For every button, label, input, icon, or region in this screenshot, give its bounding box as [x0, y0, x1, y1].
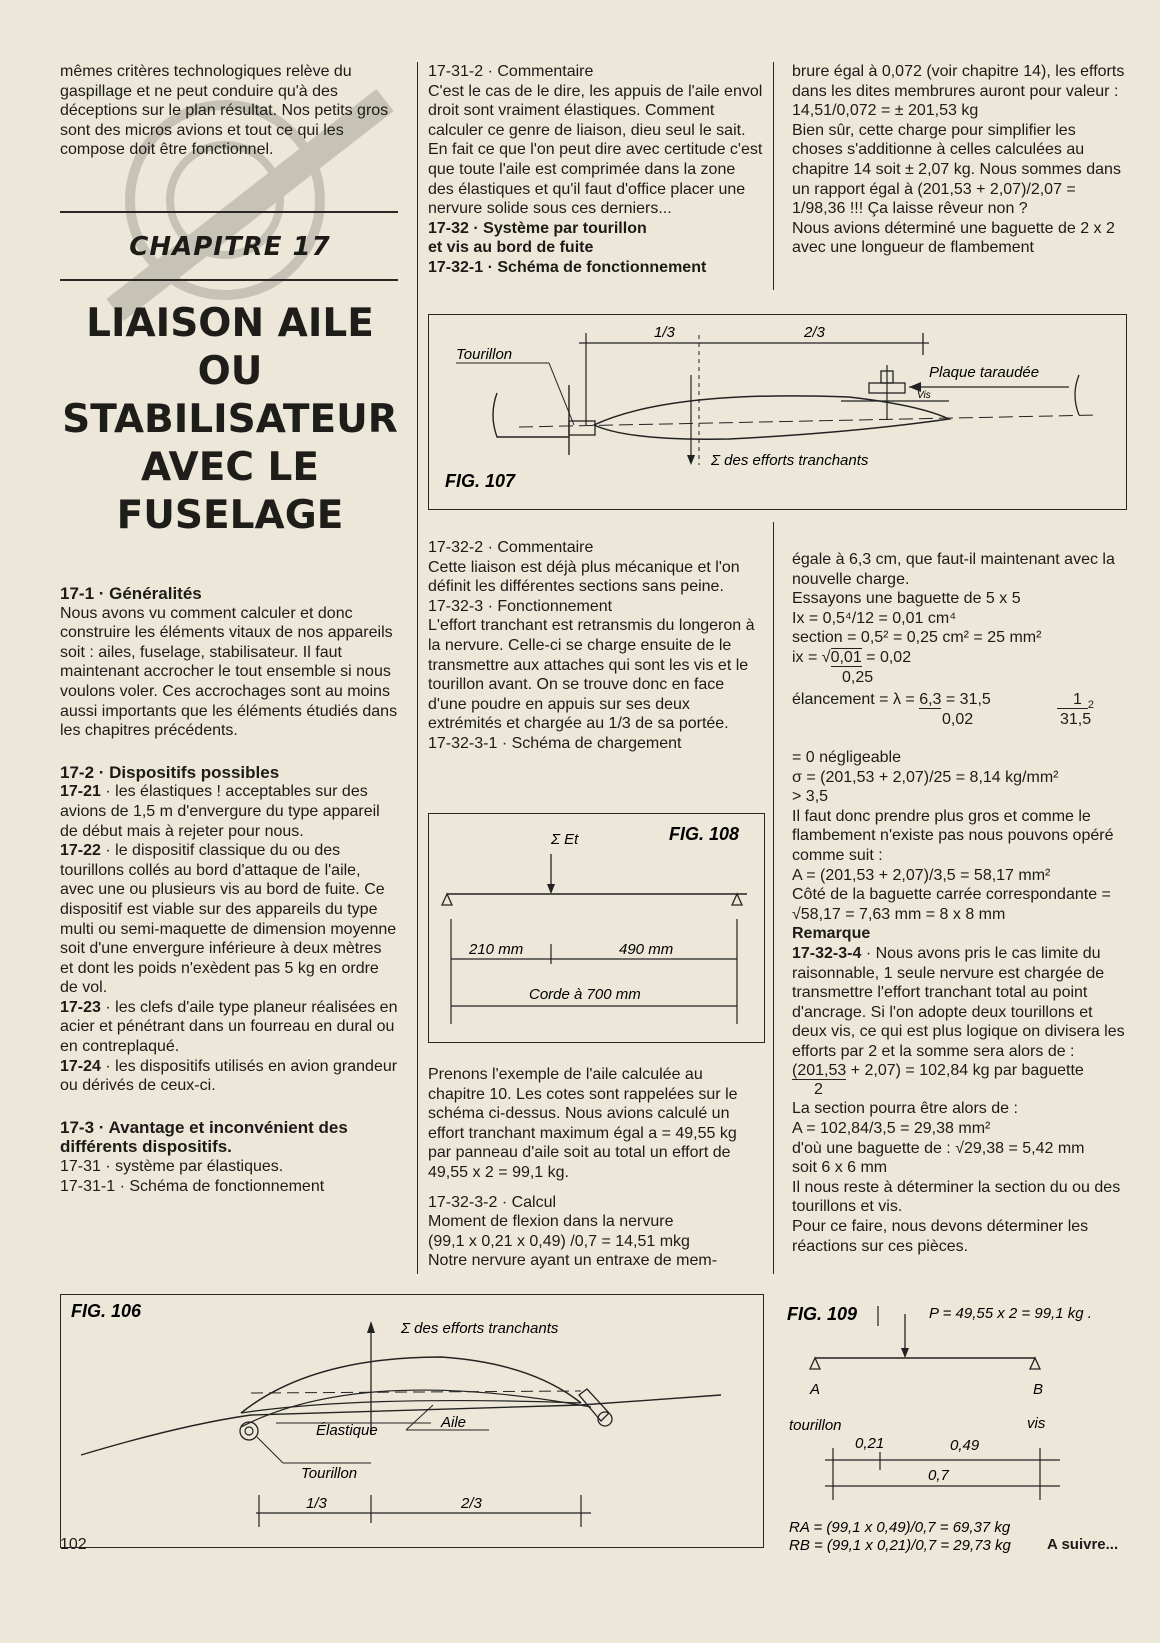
formula-gt: > 3,5 [792, 788, 829, 806]
heading-17-31-2: 17-31-2 · Commentaire [428, 63, 594, 80]
formula-par-baguette: (201,53 + 2,07) = 102,84 kg par baguette 2 [792, 1062, 1084, 1099]
heading-17-32-3-1: 17-32-3-1 · Schéma de chargement [428, 734, 682, 752]
title-line-2: OU [197, 349, 263, 394]
fig107-tourillon-label: Tourillon [456, 346, 513, 363]
text-17-31-2: C'est le cas de le dire, les appuis de l'aile envol droit sont vraiment élastiques. Comment calculer ce genre de liaison, dieu seul le sait. En fait ce que l'on peut dire avec certitude c'est que toute l'aile est comprimée dans la zone des élastiques et qu'il faut d'office placer une nervure solide sous ces derniers... [428, 82, 763, 218]
fig106-third: 1/3 [306, 1495, 327, 1512]
formula-moment: (99,1 x 0,21 x 0,49) /0,7 = 14,51 mkg [428, 1232, 690, 1250]
formula-sigma: σ = (201,53 + 2,07)/25 = 8,14 kg/mm² [792, 768, 1059, 786]
figure-108 [428, 813, 765, 1043]
formula-baguette: d'où une baguette de : √29,38 = 5,42 mm [792, 1139, 1085, 1157]
column-3-top [792, 62, 1130, 258]
fig107-twothird: 2/3 [804, 324, 825, 341]
column-divider-left-lower [417, 314, 418, 1274]
text-17-32-2: Cette liaison est déjà plus mécanique et l'on définit les différentes sections sans peine. [428, 558, 740, 596]
paragraph-17-22: 17-22 · le dispositif classique du ou des tourillons collés au bord d'attaque de l'aile, avec une ou plusieurs vis au bord de fuite. Ce dispositif est viable sur des appareils du type multi ou semi-maquette de dimension moyenne soit d'une envergure inférieure à deux mètres et dont les poids n'exèdent pas 5 kg en ordre de vol. [60, 842, 397, 997]
fig108-dim-490: 490 mm [619, 941, 674, 958]
formula-elancement: élancement = λ = 6,3 = 31,5 0,02 1 $_2$ 31,5 [792, 690, 1095, 728]
text-prenons: Prenons l'exemple de l'aile calculée au chapitre 10. Les cotes sont rappelées sur le schéma ci-dessus. Nous avions calculé un effort tranchant maximum égal a = 49,55 kg par panneau d'aile soit au total un effort de 49,55 x 2 = 99,1 kg. [428, 1066, 738, 1181]
figure-109 [785, 1300, 1130, 1555]
fig109-p-label: P = 49,55 x 2 = 99,1 kg . [929, 1305, 1092, 1322]
chapter-title [50, 300, 410, 540]
formula-ix: Ix = 0,5⁴/12 = 0,01 cm⁴ [792, 609, 957, 627]
section-17-1-heading: 17-1 · Généralités [60, 584, 202, 603]
col3-reste: Il nous reste à déterminer la section du ou des tourillons et vis. [792, 1178, 1121, 1216]
column-divider-right [773, 62, 774, 290]
column-1-top [60, 62, 398, 160]
fig109-label: FIG. 109 [787, 1304, 858, 1324]
col3-essayons: Essayons une baguette de 5 x 5 [792, 590, 1021, 608]
fig107-efforts-label: Σ des efforts tranchants [711, 452, 869, 469]
paragraph-17-21: 17-21 · les élastiques ! acceptables sur des avions de 1,5 m d'envergure du type appareil de début mais à rejeter pour nous. [60, 783, 380, 840]
fig106-twothird: 2/3 [461, 1495, 482, 1512]
fig107-label: FIG. 107 [445, 471, 516, 491]
col3-formula-1: 14,51/0,072 = ± 201,53 kg [792, 102, 979, 120]
fig107-plaque-label: Plaque taraudée [929, 364, 1040, 381]
figure-107-drawing [429, 315, 1126, 509]
formula-a: A = (201,53 + 2,07)/3,5 = 58,17 mm² [792, 866, 1051, 884]
column-divider-left [417, 62, 418, 314]
formula-section: section = 0,5² = 0,25 cm² = 25 mm² [792, 629, 1042, 647]
heading-17-32-1: 17-32-1 · Schéma de fonctionnement [428, 258, 707, 276]
chapter-rule-bottom [60, 279, 398, 281]
fig106-label: FIG. 106 [71, 1301, 142, 1321]
fig109-tourillon-label: tourillon [789, 1417, 842, 1434]
figure-106 [60, 1294, 764, 1548]
fig106-aile-label: Aile [441, 1414, 467, 1431]
fig109-d1: 0,21 [855, 1435, 885, 1452]
col3-egale: égale à 6,3 cm, que faut-il maintenant avec la nouvelle charge. [792, 551, 1115, 588]
heading-17-32-2: 17-32-2 · Commentaire [428, 539, 594, 556]
section-17-1-text: Nous avons vu comment calculer et donc construire les éléments vitaux de nos appareils soit : ailes, fuselage, stabilisateur. Il faut maintenant accrocher le tout ensemble si nous voulons voler. Ces accrochages sont au moins aussi importants que les éléments étudiés dans les chapitres précédents. [60, 604, 398, 740]
fig109-ra: RA = (99,1 x 0,49)/0,7 = 69,37 kg [789, 1519, 1011, 1536]
title-line-5: FUSELAGE [116, 493, 344, 538]
figure-106-drawing [61, 1295, 763, 1547]
text-17-32-3: L'effort tranchant est retransmis du longeron à la nervure. Celle-ci se charge ensuite de le transmettre aux attaches qui sont les vis et le tourillon avant. On se trouve donc en face d'une poudre en appuis sur ses deux extrémités et chargée au 1/3 de sa portée. [428, 617, 755, 733]
fig108-dim-210: 210 mm [469, 941, 524, 958]
fig108-et-label: Σ Et [551, 831, 579, 848]
col3-pour-ce-faire: Pour ce faire, nous devons déterminer les réactions sur ces pièces. [792, 1218, 1089, 1255]
formula-negligeable: = 0 négligeable [792, 748, 901, 766]
fig107-third: 1/3 [654, 324, 675, 341]
fig109-vis-label: vis [1027, 1415, 1046, 1432]
column-1-body [60, 584, 398, 1196]
column-2-top [428, 62, 763, 278]
paragraph-17-32-3-4: 17-32-3-4 · Nous avons pris le cas limite du raisonnable, 1 seule nervure est chargée de transmettre l'effort tranchant total au point d'ancrage. Si l'on adopte deux tourillons et deux vis, ce qui est plus logique on divisera les efforts par 2 et la somme sera alors de : [792, 944, 1125, 1060]
column-2-middle [428, 538, 763, 754]
fig106-elastique-label: Élastique [316, 1422, 378, 1439]
paragraph-17-31-1: 17-31-1 · Schéma de fonctionnement [60, 1177, 325, 1195]
section-17-3-heading: 17-3 · Avantage et inconvénient des différents dispositifs. [60, 1117, 348, 1157]
remarque-heading: Remarque [792, 925, 871, 943]
column-2-bottom [428, 1065, 763, 1271]
heading-17-32-3: 17-32-3 · Fonctionnement [428, 597, 613, 615]
fig108-label: FIG. 108 [669, 824, 740, 844]
col3-il-faut: Il faut donc prendre plus gros et comme le flambement n'existe pas nous pouvons opéré comme suit : [792, 807, 1114, 864]
formula-ix-small: ix = √0,01 = 0,02 0,25 [792, 648, 912, 686]
heading-17-32-line2: et vis au bord de fuite [428, 239, 594, 257]
formula-a2: A = 102,84/3,5 = 29,38 mm² [792, 1120, 991, 1138]
fig107-vis-label: Vis [917, 390, 931, 401]
fig106-efforts-label: Σ des efforts tranchants [401, 1320, 559, 1337]
figure-109-drawing [785, 1300, 1130, 1555]
formula-soit: soit 6 x 6 mm [792, 1159, 888, 1177]
text-nervure: Notre nervure ayant un entraxe de mem- [428, 1252, 718, 1270]
page-number: 102 [60, 1536, 87, 1553]
col3-text-1: brure égal à 0,072 (voir chapitre 14), les efforts dans les dites membrures auront pour valeur : [792, 63, 1125, 100]
to-be-continued: A suivre... [1047, 1536, 1119, 1553]
paragraph-17-23: 17-23 · les clefs d'aile type planeur réalisées en acier et pénétrant dans un fourreau en dural ou en contreplaqué. [60, 998, 398, 1056]
col3-cote: Côté de la baguette carrée correspondante = √58,17 = 7,63 mm = 8 x 8 mm [792, 886, 1111, 923]
title-line-3: STABILISATEUR [62, 397, 398, 442]
text-moment: Moment de flexion dans la nervure [428, 1213, 674, 1231]
fig106-tourillon-label: Tourillon [301, 1465, 358, 1482]
title-line-4: AVEC LE [140, 445, 320, 490]
fig109-b-label: B [1033, 1381, 1044, 1398]
column-divider-right-lower [773, 522, 774, 1274]
fig109-d2: 0,49 [950, 1437, 980, 1454]
paragraph-17-31: 17-31 · système par élastiques. [60, 1158, 284, 1176]
fig109-rb: RB = (99,1 x 0,21)/0,7 = 29,73 kg [789, 1537, 1011, 1554]
fig109-a-label: A [810, 1381, 821, 1398]
fig109-d3: 0,7 [928, 1467, 949, 1484]
title-line-1: LIAISON AILE [86, 301, 374, 346]
column-3-middle [792, 550, 1130, 1256]
col3-text-2: Bien sûr, cette charge pour simplifier les choses s'additionne à celles calculées au chapitre 14 soit ± 2,07 kg. Nous sommes dans un rapport égal à (201,53 + 2,07)/2,07 = 1/98,36 !!! Ça laisse rêveur non ? [792, 121, 1121, 218]
figure-107 [428, 314, 1127, 510]
intro-text: mêmes critères technologiques relève du gaspillage et ne peut conduire qu'à des déceptions sur le plan résultat. Nos petits gros sont des micros avions et tout ce qui les compose doit être fonctionnel. [60, 63, 389, 159]
chapter-number: CHAPITRE 17 [129, 232, 331, 262]
paragraph-17-24: 17-24 · les dispositifs utilisés en avion grandeur ou dérivés de ceux-ci. [60, 1057, 398, 1095]
heading-17-32: 17-32 · Système par tourillon [428, 219, 647, 237]
figure-108-drawing [429, 814, 764, 1042]
heading-17-32-3-2: 17-32-3-2 · Calcul [428, 1193, 557, 1211]
chapter-rule-top [60, 211, 398, 213]
col3-text-3: Nous avions déterminé une baguette de 2 x 2 avec une longueur de flambement [792, 219, 1115, 257]
fig108-corde: Corde à 700 mm [529, 986, 641, 1003]
col3-section: La section pourra être alors de : [792, 1100, 1018, 1118]
section-17-2-heading: 17-2 · Dispositifs possibles [60, 762, 280, 782]
